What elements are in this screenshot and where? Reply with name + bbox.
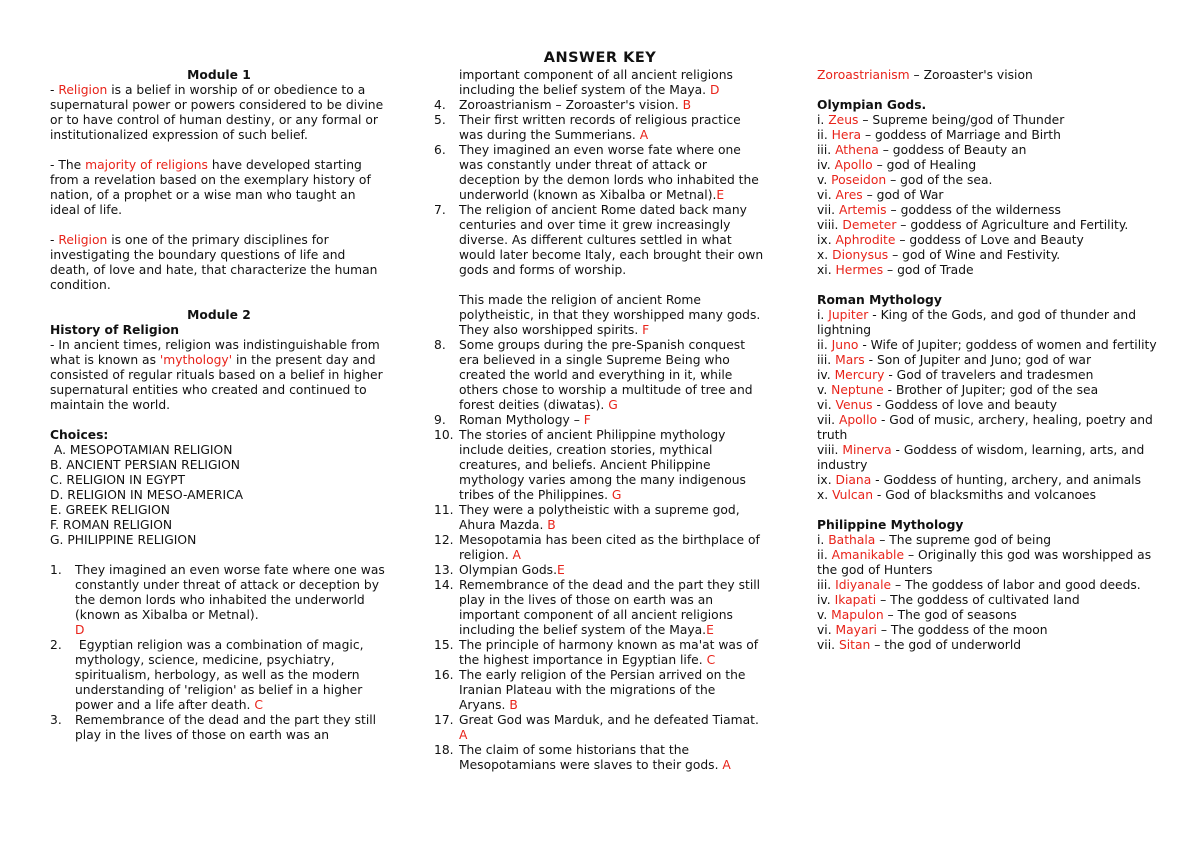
item-description: - God of music, archery, healing, poetry and truth	[817, 413, 1153, 442]
question-number: 4.	[434, 98, 446, 112]
q3-cont-text: important component of all ancient religions including the belief system of the Maya.	[459, 68, 733, 97]
question-number: 6.	[434, 143, 446, 157]
choice-item: E. GREEK RELIGION	[50, 503, 170, 517]
question-number: 5.	[434, 113, 446, 127]
question-answer: A	[722, 758, 731, 772]
item-name: Mayari	[835, 623, 877, 637]
module2-subtitle: History of Religion	[50, 323, 180, 337]
item-description: – The goddess of cultivated land	[876, 593, 1080, 607]
question-item	[434, 563, 764, 578]
question-text-wrap	[459, 203, 768, 278]
choice-item: C. RELIGION IN EGYPT	[50, 473, 185, 487]
item-numeral: viii.	[817, 218, 843, 232]
question-text: Roman Mythology –	[459, 413, 584, 427]
question-text: The claim of some historians that the Mesopotamians were slaves to their gods.	[459, 743, 723, 772]
paragraph-text: is one of the primary disciplines for investigating the boundary questions of life and death, of love and hate, that characterize the human condition.	[50, 233, 378, 292]
question-answer: A	[459, 728, 468, 742]
choices-label: Choices:	[50, 428, 109, 442]
question-number: 1.	[50, 563, 62, 577]
question-text-wrap	[459, 743, 764, 773]
question-text-wrap	[459, 668, 764, 713]
item-description: – god of War	[862, 188, 944, 202]
question-item	[434, 638, 764, 668]
olympian-item	[817, 158, 1157, 173]
question-number: 10.	[434, 428, 454, 442]
item-numeral: v.	[817, 608, 832, 622]
question-text: Egyptian religion was a combination of magic, mythology, science, medicine, psychiatry, spiritualism, herbology, as well as the modern understanding of 'religion' as belief in a higher power and a life after death.	[75, 638, 368, 712]
question-number: 11.	[434, 503, 454, 517]
item-numeral: vi.	[817, 188, 836, 202]
question-text: They were a polytheistic with a supreme god, Ahura Mazda.	[459, 503, 744, 532]
question-text: They imagined an even worse fate where one was constantly under threat of attack or deception by the demon lords who inhabited the underworld (known as Xibalba or Metnal).	[459, 143, 763, 202]
question-text: Remembrance of the dead and the part they still play in the lives of those on earth was an	[75, 713, 381, 742]
philippine-item	[817, 593, 1157, 608]
olympian-item	[817, 233, 1157, 248]
item-numeral: iv.	[817, 368, 835, 382]
roman-item	[817, 488, 1157, 503]
q7-extra-text: This made the religion of ancient Rome polytheistic, in that they worshipped many gods. They also worshipped spirits.	[459, 293, 761, 337]
philippine-item	[817, 623, 1157, 638]
choice-item: B. ANCIENT PERSIAN RELIGION	[50, 458, 240, 472]
question-number: 17.	[434, 713, 454, 727]
question-answer: A	[639, 128, 649, 142]
question-text: The early religion of the Persian arrived on the Iranian Plateau with the migrations of the Aryans.	[459, 668, 750, 712]
item-description: – Supreme being/god of Thunder	[858, 113, 1065, 127]
item-numeral: i.	[817, 533, 829, 547]
question-answer: G	[608, 398, 618, 412]
item-numeral: iii.	[817, 353, 836, 367]
paragraph-highlight: Religion	[58, 233, 108, 247]
module1-title: Module 1	[187, 68, 251, 82]
item-numeral: vi.	[817, 623, 836, 637]
question-item	[434, 578, 764, 638]
question-text-wrap	[459, 98, 764, 113]
item-name: Demeter	[842, 218, 897, 232]
item-name: Ares	[835, 188, 863, 202]
item-numeral: viii.	[817, 443, 843, 457]
question-item	[50, 638, 388, 713]
paragraph-text: have developed starting from a revelation based on the exemplary history of nation, of a prophet or a wise man who taught an ideal of life.	[50, 158, 371, 217]
question-list-col1	[50, 563, 388, 743]
item-description: - Goddess of hunting, archery, and animals	[871, 473, 1141, 487]
item-description: – the god of underworld	[870, 638, 1022, 652]
question-number: 2.	[50, 638, 62, 652]
question-item	[434, 533, 764, 563]
item-description: – goddess of Marriage and Birth	[861, 128, 1061, 142]
item-name: Venus	[835, 398, 873, 412]
item-description: - God of travelers and tradesmen	[884, 368, 1094, 382]
item-name: Amanikable	[831, 548, 905, 562]
item-numeral: xi.	[817, 263, 836, 277]
item-numeral: x.	[817, 248, 833, 262]
question-item	[434, 113, 764, 143]
question-text: Zoroastrianism – Zoroaster's vision.	[459, 98, 683, 112]
module1-paragraphs	[50, 83, 388, 293]
philippine-item	[817, 578, 1157, 593]
question-answer: G	[611, 488, 622, 502]
roman-item	[817, 338, 1157, 353]
question-list-col2b	[434, 338, 764, 773]
q3-cont-answer: D	[710, 83, 720, 97]
intro-highlight: 'mythology'	[159, 353, 233, 367]
question-answer: C	[706, 653, 716, 667]
question-text-wrap	[75, 713, 388, 743]
module1-paragraph	[50, 83, 388, 143]
item-description: - Goddess of wisdom, learning, arts, and industry	[817, 443, 1145, 472]
item-name: Bathala	[828, 533, 876, 547]
item-name: Dionysus	[832, 248, 889, 262]
question-answer: E	[706, 623, 714, 637]
question-text-wrap	[459, 113, 764, 143]
item-name: Mars	[835, 353, 865, 367]
question-number: 12.	[434, 533, 454, 547]
philippine-list	[817, 533, 1157, 653]
olympian-list	[817, 113, 1157, 278]
item-numeral: ix.	[817, 473, 836, 487]
choice-item: G. PHILIPPINE RELIGION	[50, 533, 197, 547]
paragraph-prefix: - The	[50, 158, 86, 172]
roman-list	[817, 308, 1157, 503]
item-numeral: iv.	[817, 158, 835, 172]
roman-item	[817, 308, 1157, 338]
paragraph-prefix: -	[50, 83, 59, 97]
question-answer: B	[682, 98, 692, 112]
olympian-item	[817, 263, 1157, 278]
module2-intro	[50, 338, 388, 413]
olympian-item	[817, 248, 1157, 263]
item-description: – The god of seasons	[883, 608, 1017, 622]
item-name: Ikapati	[834, 593, 877, 607]
question-item	[434, 98, 764, 113]
item-description: - Brother of Jupiter; god of the sea	[883, 383, 1099, 397]
q7-extra-answer: F	[642, 323, 650, 337]
paragraph-text: is a belief in worship of or obedience to a supernatural power or powers considered to be divine or to have control of human destiny, or any formal or institutionalized expression of such belief.	[50, 83, 384, 142]
item-description: - Son of Jupiter and Juno; god of war	[864, 353, 1092, 367]
item-description: – The supreme god of being	[875, 533, 1052, 547]
question-text-wrap	[459, 143, 764, 203]
question-item	[434, 713, 764, 743]
question-text: Olympian Gods.	[459, 563, 557, 577]
question-number: 18.	[434, 743, 454, 757]
olympian-item	[817, 203, 1157, 218]
item-description: – goddess of Beauty an	[878, 143, 1027, 157]
question-list-col2	[434, 98, 768, 278]
roman-item	[817, 398, 1157, 413]
q7-extra	[434, 293, 764, 338]
question-item	[50, 563, 388, 638]
item-name: Juno	[831, 338, 859, 352]
item-description: – Originally this god was worshipped as the god of Hunters	[817, 548, 1152, 577]
column-right	[817, 68, 1157, 653]
item-numeral: iv.	[817, 593, 835, 607]
item-numeral: i.	[817, 308, 829, 322]
roman-item	[817, 413, 1157, 443]
item-name: Zeus	[828, 113, 859, 127]
paragraph-prefix: -	[50, 233, 59, 247]
item-numeral: ii.	[817, 128, 832, 142]
question-number: 8.	[434, 338, 446, 352]
question-text: Their first written records of religious practice was during the Summerians.	[459, 113, 745, 142]
question-item	[50, 713, 388, 743]
choice-item: F. ROMAN RELIGION	[50, 518, 173, 532]
item-name: Hermes	[835, 263, 884, 277]
zoroastrianism-line	[817, 68, 1157, 83]
question-text-wrap	[459, 428, 764, 503]
question-text-wrap	[459, 713, 764, 743]
item-description: - Wife of Jupiter; goddess of women and fertility	[858, 338, 1157, 352]
item-description: - Goddess of love and beauty	[872, 398, 1058, 412]
question-text-wrap	[459, 503, 764, 533]
item-description: – god of Healing	[872, 158, 977, 172]
item-name: Apollo	[834, 158, 873, 172]
item-description: – goddess of the wilderness	[886, 203, 1061, 217]
philippine-item	[817, 608, 1157, 623]
intro-pre: - In ancient times, religion was indistinguishable from what is known as	[50, 338, 380, 367]
q3-continuation	[434, 68, 764, 98]
intro-post: in the present day and consisted of regular rituals based on a belief in higher supernatural entities who created and continued to maintain the world.	[50, 353, 383, 412]
question-text-wrap	[459, 638, 764, 668]
question-text: Some groups during the pre-Spanish conquest era believed in a single Supreme Being who created the world and everything in it, while others chose to worship a multitude of tree and forest deities (diwatas).	[459, 338, 757, 412]
question-answer: A	[512, 548, 521, 562]
item-description: – goddess of Love and Beauty	[895, 233, 1084, 247]
olympian-item	[817, 218, 1157, 233]
olympian-item	[817, 128, 1157, 143]
item-numeral: iii.	[817, 143, 836, 157]
roman-item	[817, 473, 1157, 488]
roman-title: Roman Mythology	[817, 293, 942, 307]
question-answer: D	[75, 623, 85, 637]
item-numeral: v.	[817, 173, 832, 187]
module2-title: Module 2	[187, 308, 251, 322]
question-number: 3.	[50, 713, 62, 727]
roman-item	[817, 383, 1157, 398]
item-name: Idiyanale	[835, 578, 892, 592]
item-name: Poseidon	[831, 173, 887, 187]
item-numeral: v.	[817, 383, 832, 397]
question-item	[434, 338, 764, 413]
item-name: Artemis	[838, 203, 887, 217]
question-answer: E	[716, 188, 725, 202]
item-numeral: iii.	[817, 578, 836, 592]
module1-paragraph	[50, 233, 388, 293]
question-item	[434, 203, 768, 278]
item-name: Neptune	[831, 383, 884, 397]
philippine-item	[817, 533, 1157, 548]
question-number: 13.	[434, 563, 454, 577]
question-answer: F	[583, 413, 591, 427]
question-answer: B	[509, 698, 518, 712]
module1-paragraph	[50, 158, 388, 218]
olympian-item	[817, 143, 1157, 158]
item-description: - King of the Gods, and god of thunder and lightning	[817, 308, 1137, 337]
question-item	[434, 503, 764, 533]
question-text: The principle of harmony known as ma'at was of the highest importance in Egyptian life.	[459, 638, 763, 667]
item-name: Mapulon	[831, 608, 884, 622]
choice-item: A. MESOPOTAMIAN RELIGION	[50, 443, 233, 457]
roman-item	[817, 353, 1157, 368]
question-text: They imagined an even worse fate where one was constantly under threat of attack or deception by the demon lords who inhabited the underworld (known as Xibalba or Metnal).	[75, 563, 389, 622]
item-numeral: ii.	[817, 548, 832, 562]
question-text: Remembrance of the dead and the part they still play in the lives of those on earth was an important component of all ancient religions including the belief system of the Maya.	[459, 578, 765, 637]
item-numeral: vi.	[817, 398, 836, 412]
question-text-wrap	[459, 533, 764, 563]
choice-item: D. RELIGION IN MESO-AMERICA	[50, 488, 244, 502]
roman-item	[817, 443, 1157, 473]
question-item	[434, 428, 764, 503]
item-numeral: vii.	[817, 203, 839, 217]
olympian-item	[817, 188, 1157, 203]
item-name: Athena	[835, 143, 879, 157]
item-description: - God of blacksmiths and volcanoes	[873, 488, 1097, 502]
item-description: – god of Trade	[883, 263, 974, 277]
item-numeral: x.	[817, 488, 833, 502]
paragraph-highlight: Religion	[58, 83, 108, 97]
column-left	[50, 68, 388, 743]
item-name: Diana	[835, 473, 872, 487]
question-number: 15.	[434, 638, 454, 652]
roman-item	[817, 368, 1157, 383]
philippine-title: Philippine Mythology	[817, 518, 964, 532]
question-text-wrap	[459, 563, 764, 578]
item-numeral: vii.	[817, 638, 839, 652]
question-answer: E	[557, 563, 565, 577]
question-answer: C	[254, 698, 263, 712]
item-name: Apollo	[838, 413, 878, 427]
item-name: Mercury	[834, 368, 885, 382]
olympian-item	[817, 173, 1157, 188]
olympian-title: Olympian Gods.	[817, 98, 927, 112]
question-number: 14.	[434, 578, 454, 592]
question-text: The stories of ancient Philippine mythology include deities, creation stories, mythical creatures, and beliefs. Ancient Philippine mythology varies among the many indigenous tribes of the Philippines.	[459, 428, 750, 502]
item-numeral: i.	[817, 113, 829, 127]
item-description: – The goddess of the moon	[876, 623, 1048, 637]
column-middle	[434, 68, 768, 773]
item-numeral: ii.	[817, 338, 832, 352]
question-number: 9.	[434, 413, 446, 427]
item-numeral: ix.	[817, 233, 836, 247]
item-name: Hera	[831, 128, 862, 142]
question-item	[434, 143, 764, 203]
olympian-item	[817, 113, 1157, 128]
question-text: Mesopotamia has been cited as the birthplace of religion.	[459, 533, 764, 562]
question-item	[434, 743, 764, 773]
question-text-wrap	[459, 413, 764, 428]
choices-list	[50, 443, 388, 548]
zoroastrianism-desc: – Zoroaster's vision	[909, 68, 1033, 82]
page-title: ANSWER KEY	[543, 50, 657, 66]
question-number: 16.	[434, 668, 454, 682]
philippine-item	[817, 638, 1157, 653]
item-name: Vulcan	[832, 488, 873, 502]
question-text-wrap	[75, 638, 388, 713]
question-number: 7.	[434, 203, 446, 217]
item-name: Jupiter	[828, 308, 869, 322]
item-name: Aphrodite	[835, 233, 896, 247]
item-numeral: vii.	[817, 413, 839, 427]
item-description: – god of Wine and Festivity.	[888, 248, 1061, 262]
question-item	[434, 413, 764, 428]
question-answer: B	[547, 518, 556, 532]
paragraph-highlight: majority of religions	[85, 158, 208, 172]
question-text: Great God was Marduk, and he defeated Tiamat.	[459, 713, 763, 727]
item-description: – The goddess of labor and good deeds.	[891, 578, 1141, 592]
question-text-wrap	[459, 578, 764, 638]
question-item	[434, 668, 764, 713]
question-text-wrap	[459, 338, 764, 413]
question-text-wrap	[75, 563, 388, 638]
zoroastrianism-term: Zoroastrianism	[817, 68, 910, 82]
philippine-item	[817, 548, 1157, 578]
question-text: The religion of ancient Rome dated back many centuries and over time it grew increasingly diverse. As different cultures settled in what would later become Italy, each brought their own gods and forms of worship.	[459, 203, 768, 277]
item-description: – god of the sea.	[886, 173, 993, 187]
item-name: Minerva	[842, 443, 892, 457]
item-description: – goddess of Agriculture and Fertility.	[896, 218, 1129, 232]
item-name: Sitan	[838, 638, 871, 652]
